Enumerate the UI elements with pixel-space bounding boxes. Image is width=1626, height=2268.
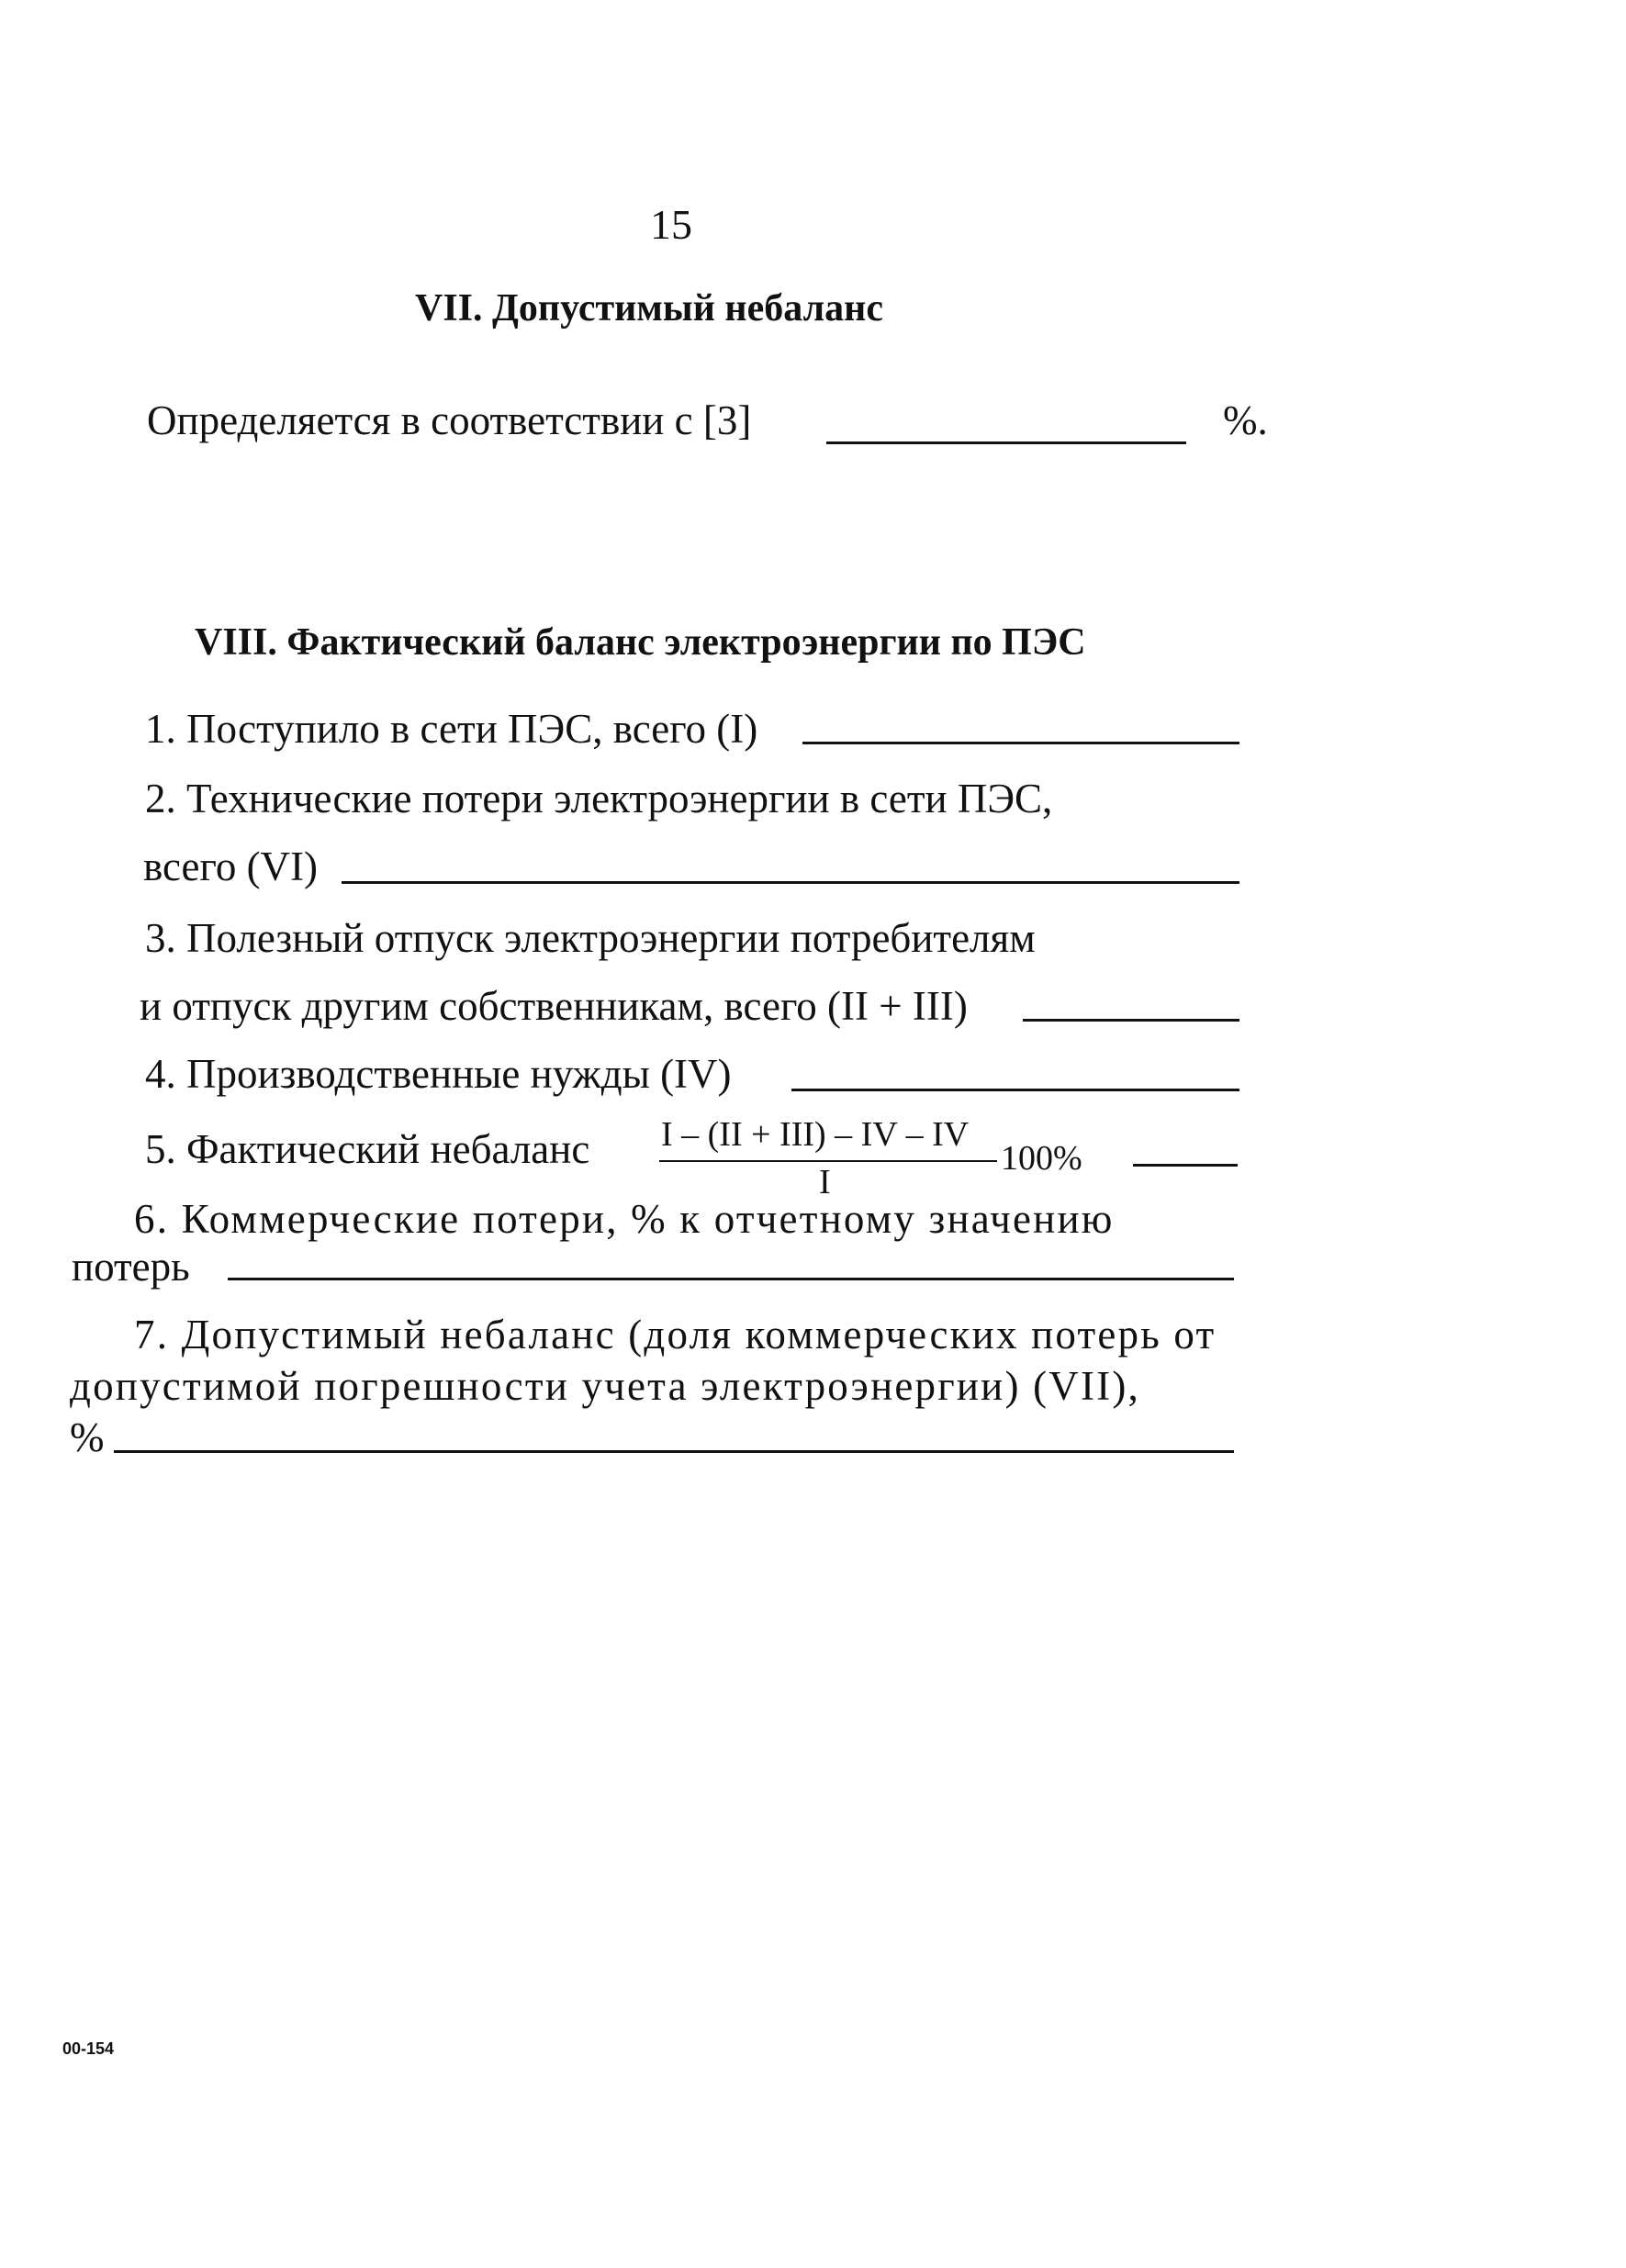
item-6-blank: [228, 1278, 1234, 1280]
section-7-text: Определяется в соответствии с [3]: [147, 397, 752, 443]
item-1: 1. Поступило в сети ПЭС, всего (I): [145, 706, 758, 752]
item-5-blank: [1133, 1164, 1238, 1167]
item-7-blank: [114, 1450, 1234, 1453]
formula-denominator: I: [819, 1163, 831, 1201]
item-3-line-2: и отпуск другим собственникам, всего (II + III): [140, 983, 968, 1029]
formula-numerator: I – (II + III) – IV – IV: [661, 1115, 970, 1154]
section-7-title: VII. Допустимый небаланс: [415, 287, 884, 330]
item-6-line-1: 6. Коммерческие потери, % к отчетному значению: [134, 1196, 1115, 1242]
item-4: 4. Производственные нужды (IV): [145, 1051, 732, 1097]
item-5-label: 5. Фактический небаланс: [145, 1126, 590, 1172]
item-4-blank: [791, 1089, 1239, 1091]
page-number: 15: [650, 201, 692, 248]
item-7-line-1: 7. Допустимый небаланс (доля коммерческих потерь от: [134, 1312, 1217, 1357]
item-3-line-1: 3. Полезный отпуск электроэнергии потребителям: [145, 915, 1036, 961]
item-3-blank: [1023, 1019, 1239, 1022]
footer-code: 00-154: [62, 2039, 115, 2058]
item-7-line-2: допустимой погрешности учета электроэнергии) (VII),: [70, 1363, 1140, 1409]
item-6-line-2: потерь: [72, 1244, 190, 1290]
section-7-blank: [826, 441, 1186, 444]
section-8-title: VIII. Фактический баланс электроэнергии по ПЭС: [195, 621, 1086, 664]
item-2-line-1: 2. Технические потери электроэнергии в сети ПЭС,: [145, 776, 1053, 821]
item-2-blank: [342, 881, 1239, 884]
formula-multiplier: 100%: [1001, 1139, 1082, 1178]
item-7-line-3: %: [70, 1414, 105, 1460]
item-1-blank: [802, 742, 1239, 744]
item-2-line-2: всего (VI): [143, 844, 319, 889]
section-7-suffix: %.: [1223, 397, 1268, 443]
